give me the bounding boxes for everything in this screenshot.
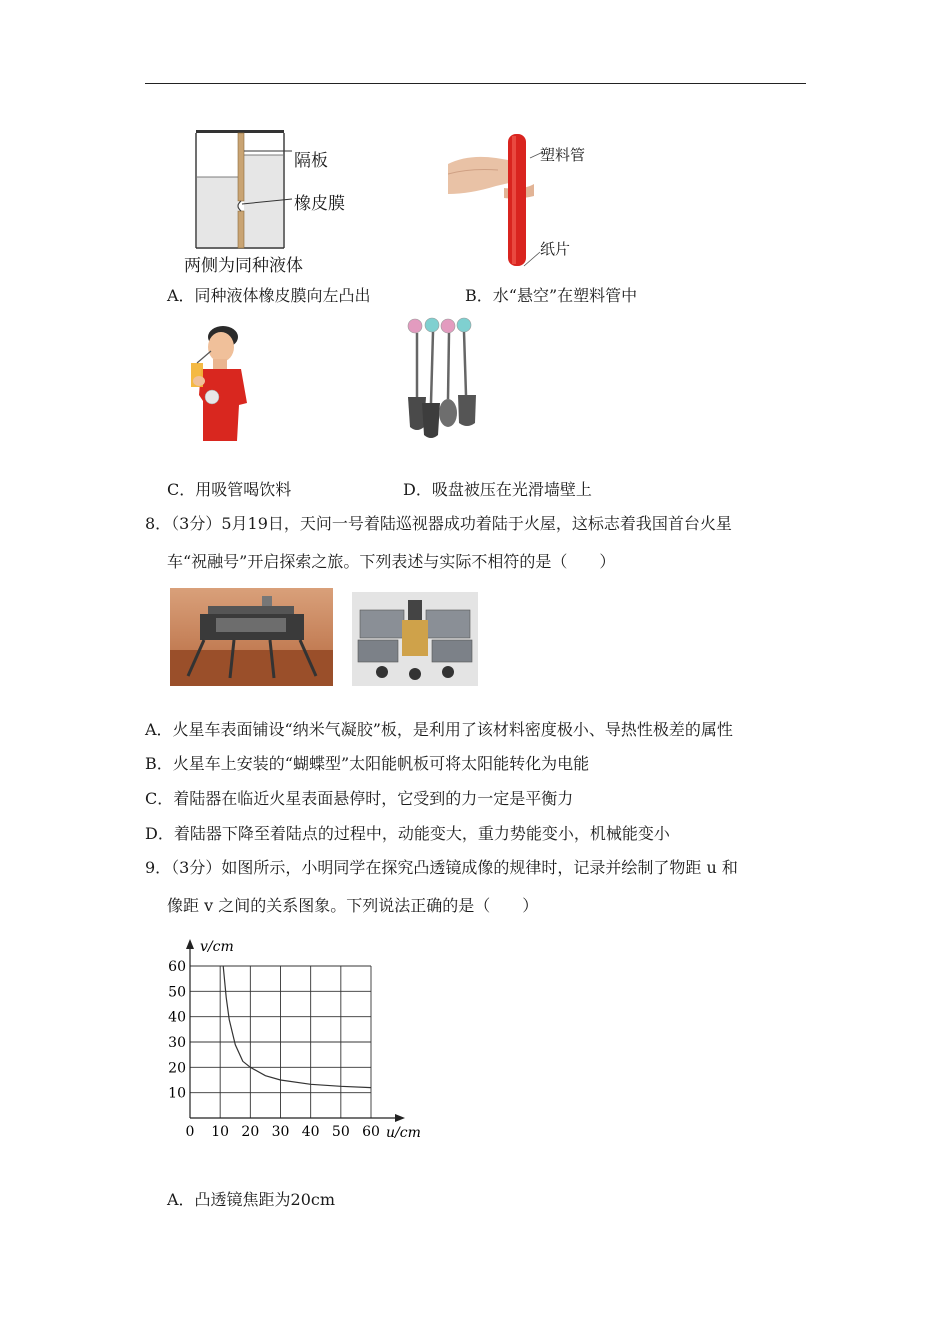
q9-stem-line2: 像距 v 之间的关系图象。下列说法正确的是（ ） [167, 896, 539, 915]
q8-option-c: C．着陆器在临近火星表面悬停时，它受到的力一定是平衡力 [145, 789, 574, 808]
x-tick-label: 20 [241, 1124, 260, 1140]
label-membrane: 橡皮膜 [294, 194, 345, 214]
x-tick-label: 0 [185, 1124, 195, 1140]
q8-stem-line2: 车“祝融号”开启探索之旅。下列表述与实际不相符的是（ ） [167, 552, 616, 571]
chart-series-curve [223, 966, 371, 1088]
q7-option-c: C．用吸管喝饮料 [167, 480, 292, 499]
lens-graph [160, 935, 435, 1145]
header-rule [145, 83, 806, 84]
x-tick-label: 60 [362, 1124, 380, 1140]
x-axis-arrow [395, 1114, 405, 1122]
q9-stem-line1: 9．（3分）如图所示，小明同学在探究凸透镜成像的规律时，记录并绘制了物距 u 和 [145, 858, 738, 877]
q8-stem-line1: 8．（3分）5月19日，天问一号着陆巡视器成功着陆于火屋，这标志着我国首台火星 [145, 514, 732, 533]
figure-a-caption: 两侧为同种液体 [184, 256, 303, 276]
x-tick-label: 50 [331, 1124, 350, 1140]
label-partition: 隔板 [294, 151, 328, 171]
chart-ticks [168, 959, 380, 1140]
q9-option-a: A．凸透镜焦距为20cm [167, 1190, 336, 1209]
figure-suction-hooks [400, 315, 485, 445]
label-plastic-tube: 塑料管 [540, 146, 586, 164]
x-tick-label: 10 [211, 1124, 230, 1140]
figure-boy-drinking [185, 325, 255, 445]
y-tick-label: 40 [168, 1009, 186, 1026]
q7-option-d: D．吸盘被压在光滑墙壁上 [403, 480, 592, 499]
x-tick-label: 40 [301, 1124, 320, 1140]
y-tick-label: 30 [168, 1035, 186, 1051]
y-tick-label: 10 [168, 1085, 186, 1102]
chart-ylabel: v/cm [200, 939, 234, 955]
q8-option-d: D．着陆器下降至着陆点的过程中，动能变大，重力势能变小，机械能变小 [145, 824, 670, 843]
label-paper: 纸片 [540, 240, 571, 258]
q8-option-b: B．火星车上安装的“蝴蝶型”太阳能帆板可将太阳能转化为电能 [145, 754, 590, 773]
x-tick-label: 30 [271, 1124, 290, 1140]
chart-grid [190, 966, 371, 1118]
y-tick-label: 20 [168, 1060, 186, 1077]
chart-axes [186, 939, 405, 1122]
q7-option-b: B．水“悬空”在塑料管中 [465, 286, 638, 305]
y-tick-label: 50 [168, 984, 186, 1001]
q8-option-a: A．火星车表面铺设“纳米气凝胶”板，是利用了该材料密度极小、导热性极差的属性 [145, 720, 733, 739]
q7-option-a: A．同种液体橡皮膜向左凸出 [167, 286, 371, 305]
chart-xlabel: u/cm [386, 1125, 421, 1141]
y-tick-label: 60 [168, 959, 186, 975]
y-axis-arrow [186, 939, 194, 949]
photo-mars-rover [352, 592, 478, 686]
photo-mars-lander [170, 588, 333, 686]
